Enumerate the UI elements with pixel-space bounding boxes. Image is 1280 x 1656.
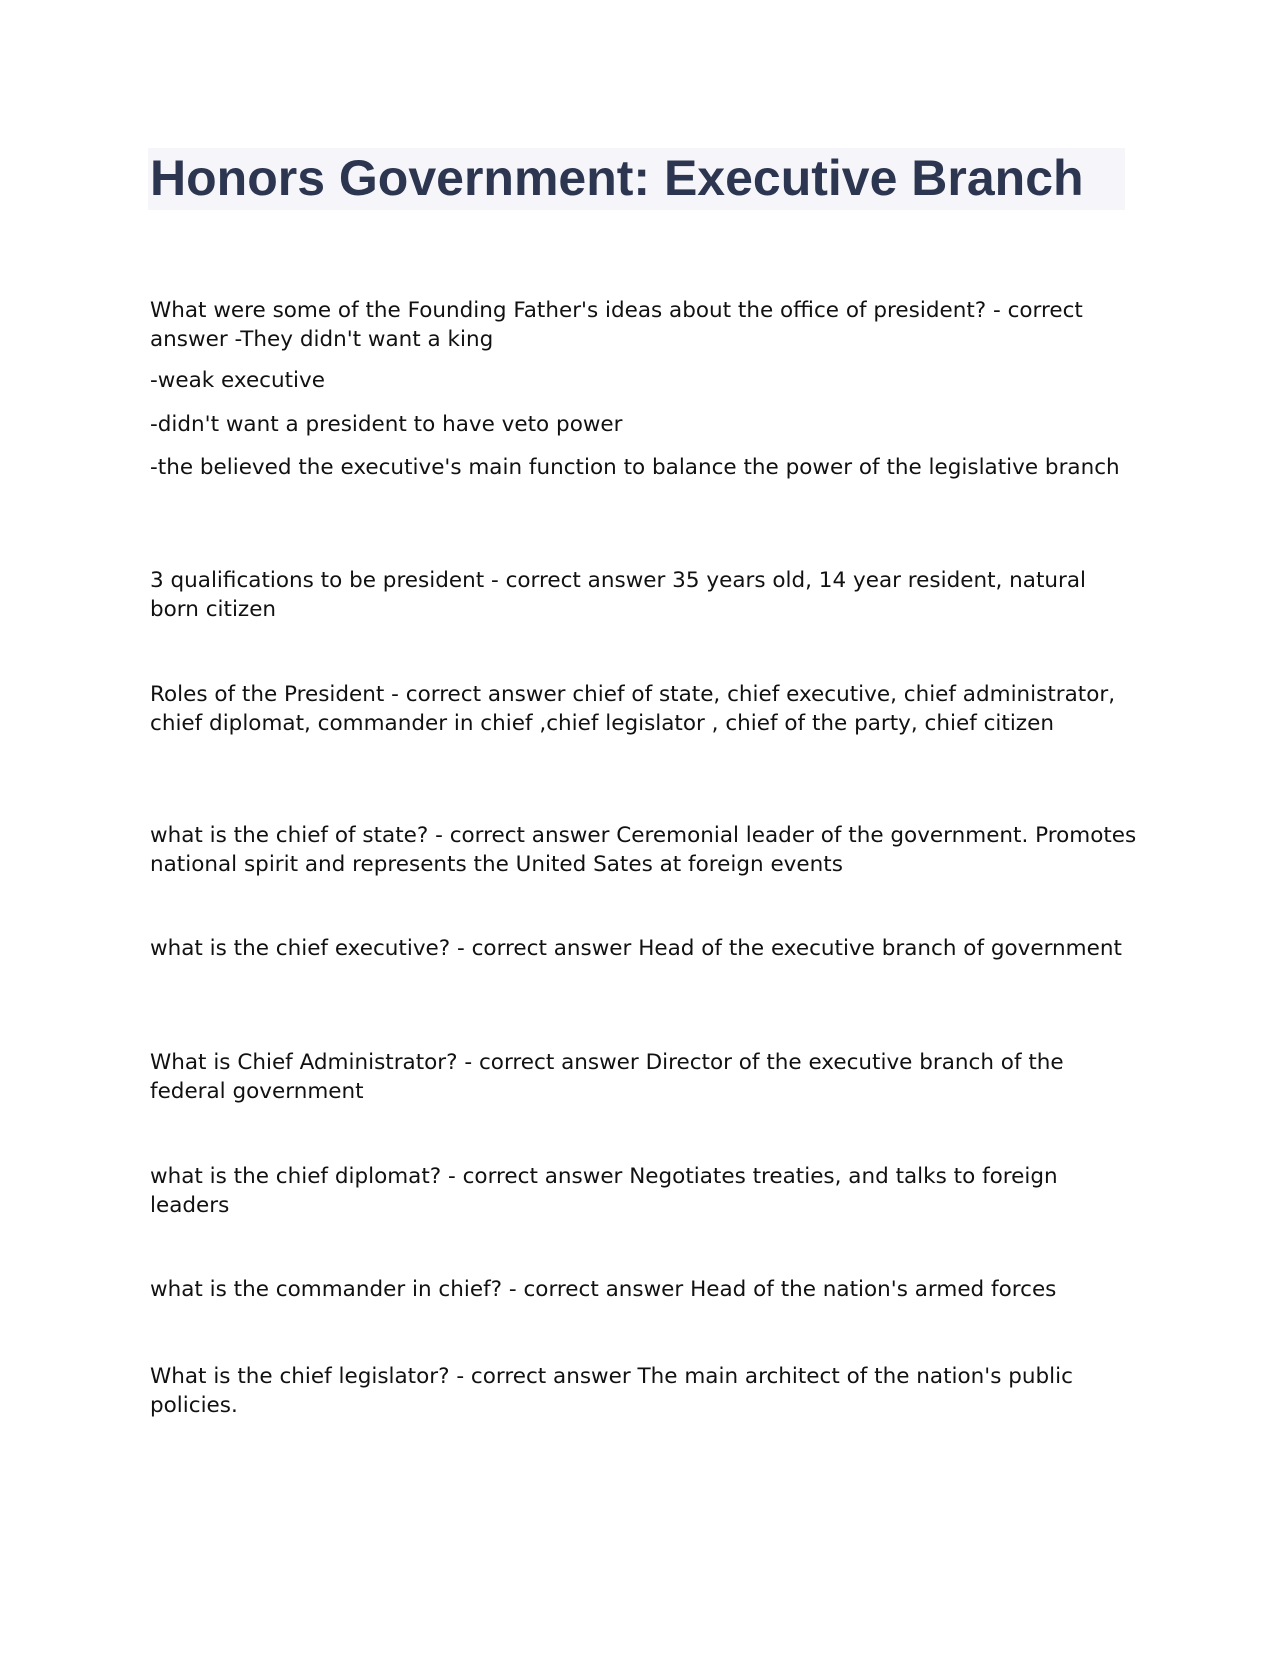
entry-chief-administrator: What is Chief Administrator? - correct answer Director of the executive branch of the federal government bbox=[150, 1050, 1064, 1104]
entry-qualifications: 3 qualifications to be president - correct answer 35 years old, 14 year resident, natural born citizen bbox=[150, 568, 1087, 622]
entry-chief-executive: what is the chief executive? - correct answer Head of the executive branch of government bbox=[150, 936, 1122, 961]
entry-1-answer-point: -didn't want a president to have veto power bbox=[150, 412, 623, 437]
entry-chief-diplomat: what is the chief diplomat? - correct answer Negotiates treaties, and talks to foreign leaders bbox=[150, 1164, 1058, 1218]
entry-1-answer-point: -weak executive bbox=[150, 368, 325, 393]
entry-1-question: What were some of the Founding Father's ideas about the office of president? - correct answer -They didn't want a king bbox=[150, 298, 1083, 352]
entry-1-answer-point: -the believed the executive's main function to balance the power of the legislative branch bbox=[150, 455, 1120, 480]
entry-chief-of-state: what is the chief of state? - correct answer Ceremonial leader of the government. Promotes national spirit and represents the United Sates at foreign events bbox=[150, 823, 1137, 877]
document-title: Honors Government: Executive Branch bbox=[150, 150, 1084, 206]
entry-chief-legislator: What is the chief legislator? - correct answer The main architect of the nation's public policies. bbox=[150, 1364, 1073, 1418]
entry-roles-of-president: Roles of the President - correct answer chief of state, chief executive, chief administrator, chief diplomat, commander in chief ,chief legislator , chief of the party, chief citizen bbox=[150, 682, 1116, 736]
entry-commander-in-chief: what is the commander in chief? - correct answer Head of the nation's armed forces bbox=[150, 1277, 1057, 1302]
